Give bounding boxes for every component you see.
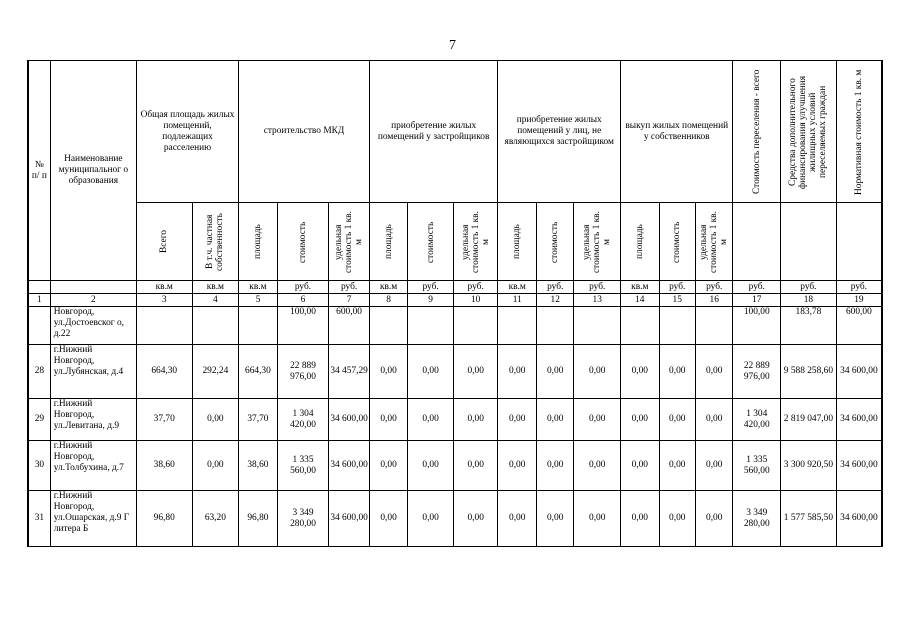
- header-num: № п/ п: [28, 61, 50, 281]
- index-cell: 10: [453, 294, 498, 307]
- sub-private: В т.ч. частная собственность: [192, 203, 239, 281]
- table-cell: [659, 307, 695, 345]
- sub-empty-19: [836, 203, 882, 281]
- unit-cell: руб.: [408, 281, 454, 294]
- table-cell: 96,80: [239, 491, 277, 547]
- sub-area-dev: площадь: [369, 203, 407, 281]
- unit-cell: кв.м: [498, 281, 536, 294]
- table-cell: 0,00: [453, 441, 498, 491]
- table-cell: 0,00: [659, 399, 695, 441]
- table-cell: 3 300 920,50: [781, 441, 837, 491]
- unit-cell: кв.м: [369, 281, 407, 294]
- table-cell: 96,80: [136, 491, 192, 547]
- table-cell: 34 600,00: [329, 441, 370, 491]
- table-cell: [239, 307, 277, 345]
- resettlement-table: [27, 60, 883, 547]
- table-cell: 0,00: [453, 345, 498, 399]
- table-cell: [498, 307, 536, 345]
- index-cell: 2: [50, 294, 136, 307]
- index-cell: 13: [574, 294, 621, 307]
- table-cell: [574, 307, 621, 345]
- column-index-row: [28, 294, 882, 307]
- sub-unit-dev: удельная стоимость 1 кв. м: [453, 203, 498, 281]
- table-cell: 3 349 280,00: [733, 491, 781, 547]
- unit-cell: руб.: [733, 281, 781, 294]
- table-cell: 63,20: [192, 491, 239, 547]
- unit-cell: [28, 281, 50, 294]
- table-row: [28, 345, 882, 399]
- table-cell: 0,00: [498, 441, 536, 491]
- municipality-name: г.Нижний Новгород, ул.Лубянская, д.4: [50, 345, 136, 399]
- table-cell: 0,00: [574, 399, 621, 441]
- index-cell: 4: [192, 294, 239, 307]
- table-cell: 0,00: [192, 441, 239, 491]
- sub-empty-18: [781, 203, 837, 281]
- index-cell: 12: [536, 294, 573, 307]
- index-cell: 3: [136, 294, 192, 307]
- table-cell: 38,60: [239, 441, 277, 491]
- table-cell: 664,30: [136, 345, 192, 399]
- unit-cell: руб.: [781, 281, 837, 294]
- table-cell: 0,00: [695, 441, 732, 491]
- index-cell: 17: [733, 294, 781, 307]
- index-cell: 18: [781, 294, 837, 307]
- table-cell: [408, 307, 454, 345]
- sub-area-nondev: площадь: [498, 203, 536, 281]
- table-cell: 0,00: [453, 399, 498, 441]
- table-cell: [453, 307, 498, 345]
- sub-cost-buyout: стоимость: [659, 203, 695, 281]
- sub-empty-17: [733, 203, 781, 281]
- table-cell: 183,78: [781, 307, 837, 345]
- table-cell: 0,00: [621, 345, 659, 399]
- table-cell: 0,00: [574, 491, 621, 547]
- table-cell: 9 588 258,60: [781, 345, 837, 399]
- table-cell: 0,00: [498, 491, 536, 547]
- unit-cell: кв.м: [621, 281, 659, 294]
- table-cell: 0,00: [192, 399, 239, 441]
- header-total-area: Общая площадь жилых помещений, подлежащих расселению: [136, 61, 238, 203]
- table-cell: [536, 307, 573, 345]
- table-cell: 34 600,00: [836, 345, 882, 399]
- table-cell: 34 600,00: [836, 491, 882, 547]
- sub-cost-nondev: стоимость: [536, 203, 573, 281]
- unit-cell: кв.м: [136, 281, 192, 294]
- unit-cell: [50, 281, 136, 294]
- table-cell: 0,00: [536, 491, 573, 547]
- table-cell: 0,00: [498, 399, 536, 441]
- table-cell: 0,00: [369, 491, 407, 547]
- table-cell: 2 819 047,00: [781, 399, 837, 441]
- sub-total: Всего: [136, 203, 192, 281]
- index-cell: 15: [659, 294, 695, 307]
- table-cell: 0,00: [498, 345, 536, 399]
- unit-cell: руб.: [329, 281, 370, 294]
- header-non-developer: приобретение жилых помещений у лиц, не являющихся застройщиком: [498, 61, 621, 203]
- table-cell: 0,00: [536, 345, 573, 399]
- table-cell: 1 335 560,00: [733, 441, 781, 491]
- page-number: 7: [449, 38, 456, 53]
- units-row: [28, 281, 882, 294]
- header-buyout: выкуп жилых помещений у собственников: [621, 61, 733, 203]
- table-cell: 37,70: [239, 399, 277, 441]
- sub-cost-dev: стоимость: [408, 203, 454, 281]
- table-cell: 0,00: [621, 399, 659, 441]
- sub-unit-buyout: удельная стоимость 1 кв. м: [695, 203, 732, 281]
- table-cell: 1 304 420,00: [733, 399, 781, 441]
- table-cell: 0,00: [536, 399, 573, 441]
- unit-cell: руб.: [836, 281, 882, 294]
- municipality-name: г.Нижний Новгород, ул.Ошарская, д.9 Г литера Б: [50, 491, 136, 547]
- sub-cost-mkd: стоимость: [277, 203, 329, 281]
- index-cell: 19: [836, 294, 882, 307]
- index-cell: 5: [239, 294, 277, 307]
- table-cell: 600,00: [329, 307, 370, 345]
- table-cell: 600,00: [836, 307, 882, 345]
- table-cell: 22 889 976,00: [733, 345, 781, 399]
- sub-area-buyout: площадь: [621, 203, 659, 281]
- table-cell: [621, 307, 659, 345]
- table-cell: 34 600,00: [329, 491, 370, 547]
- row-number: [28, 307, 50, 345]
- header-extra-funds: Средства дополнительного финансирования улучшения жилищных условий переселяемых граждан: [781, 61, 837, 203]
- municipality-name: Новгород, ул.Достоевског о, д.22: [50, 307, 136, 345]
- unit-cell: кв.м: [192, 281, 239, 294]
- table-cell: 0,00: [659, 345, 695, 399]
- table-cell: [192, 307, 239, 345]
- table-cell: 38,60: [136, 441, 192, 491]
- table-cell: 664,30: [239, 345, 277, 399]
- municipality-name: г.Нижний Новгород, ул.Толбухина, д.7: [50, 441, 136, 491]
- index-cell: 6: [277, 294, 329, 307]
- table-cell: 100,00: [277, 307, 329, 345]
- sub-unit-mkd: удельная стоимость 1 кв. м: [329, 203, 370, 281]
- table-cell: 1 335 560,00: [277, 441, 329, 491]
- table-cell: 1 577 585,50: [781, 491, 837, 547]
- sub-unit-nondev: удельная стоимость 1 кв. м: [574, 203, 621, 281]
- unit-cell: руб.: [277, 281, 329, 294]
- index-cell: 16: [695, 294, 732, 307]
- table-cell: 0,00: [408, 345, 454, 399]
- municipality-name: г.Нижний Новгород, ул.Левитана, д.9: [50, 399, 136, 441]
- table-cell: 34 600,00: [329, 399, 370, 441]
- index-cell: 1: [28, 294, 50, 307]
- table-cell: 0,00: [695, 491, 732, 547]
- table-cell: 22 889 976,00: [277, 345, 329, 399]
- table-cell: 0,00: [453, 491, 498, 547]
- table-row: [28, 441, 882, 491]
- table-cell: 37,70: [136, 399, 192, 441]
- row-number: 28: [28, 345, 50, 399]
- unit-cell: кв.м: [239, 281, 277, 294]
- table-cell: 0,00: [408, 491, 454, 547]
- table-cell: 1 304 420,00: [277, 399, 329, 441]
- table-cell: 34 600,00: [836, 441, 882, 491]
- table-cell: 0,00: [695, 345, 732, 399]
- table-cell: 292,24: [192, 345, 239, 399]
- table-cell: 0,00: [659, 441, 695, 491]
- table-cell: 0,00: [369, 399, 407, 441]
- table-row: [28, 399, 882, 441]
- index-cell: 7: [329, 294, 370, 307]
- header-mkd: строительство МКД: [239, 61, 370, 203]
- unit-cell: руб.: [453, 281, 498, 294]
- table-cell: [695, 307, 732, 345]
- table-cell: 0,00: [695, 399, 732, 441]
- table-cell: 0,00: [659, 491, 695, 547]
- table-cell: 0,00: [369, 345, 407, 399]
- table-cell: 0,00: [574, 441, 621, 491]
- table-row: [28, 491, 882, 547]
- sub-area-mkd: площадь: [239, 203, 277, 281]
- row-number: 30: [28, 441, 50, 491]
- index-cell: 8: [369, 294, 407, 307]
- table-row: [28, 307, 882, 345]
- table-cell: 0,00: [574, 345, 621, 399]
- table-cell: 0,00: [536, 441, 573, 491]
- unit-cell: руб.: [695, 281, 732, 294]
- unit-cell: руб.: [574, 281, 621, 294]
- header-norm-cost: Нормативная стоимость 1 кв. м: [836, 61, 882, 203]
- header-row-2: [28, 203, 882, 281]
- unit-cell: руб.: [536, 281, 573, 294]
- table-cell: 34 457,29: [329, 345, 370, 399]
- table-cell: 34 600,00: [836, 399, 882, 441]
- index-cell: 11: [498, 294, 536, 307]
- header-cost-total: Стоимость переселения - всего: [733, 61, 781, 203]
- table-cell: 0,00: [408, 441, 454, 491]
- header-developer: приобретение жилых помещений у застройщиков: [369, 61, 498, 203]
- table-cell: 100,00: [733, 307, 781, 345]
- table-cell: [369, 307, 407, 345]
- index-cell: 14: [621, 294, 659, 307]
- table-cell: 0,00: [408, 399, 454, 441]
- unit-cell: руб.: [659, 281, 695, 294]
- index-cell: 9: [408, 294, 454, 307]
- table-cell: 0,00: [621, 491, 659, 547]
- row-number: 29: [28, 399, 50, 441]
- header-row-1: [28, 61, 882, 203]
- table-cell: 3 349 280,00: [277, 491, 329, 547]
- table-cell: [136, 307, 192, 345]
- table-cell: 0,00: [369, 441, 407, 491]
- header-name: Наименование муниципальног о образования: [50, 61, 136, 281]
- row-number: 31: [28, 491, 50, 547]
- table-cell: 0,00: [621, 441, 659, 491]
